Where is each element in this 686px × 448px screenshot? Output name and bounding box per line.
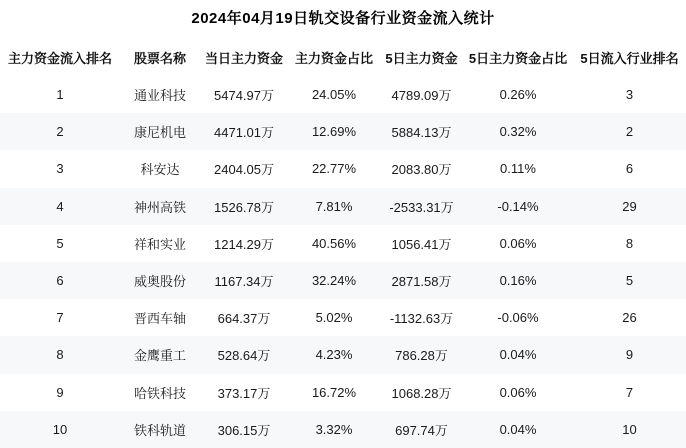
column-header-today-main-fund-cell: 当日主力资金 (200, 38, 288, 76)
five-day-main-fund-cell: 1068.28万 (380, 374, 463, 411)
stock-name-cell: 金鹰重工 (120, 336, 200, 373)
main-fund-ratio-cell: 32.24% (288, 262, 380, 299)
page-title: 2024年04月19日轨交设备行业资金流入统计 (191, 10, 495, 27)
five-day-main-fund-cell: 5884.13万 (380, 113, 463, 150)
rank-cell: 6 (0, 262, 120, 299)
five-day-main-fund-cell: -1132.63万 (380, 299, 463, 336)
main-fund-ratio-cell: 22.77% (288, 150, 380, 187)
five-day-ratio-cell: 0.06% (463, 374, 573, 411)
table-row (0, 225, 686, 262)
table-row (0, 411, 686, 448)
rank-cell: 8 (0, 336, 120, 373)
today-main-fund-cell: 5474.97万 (200, 76, 288, 113)
today-main-fund-cell: 4471.01万 (200, 113, 288, 150)
main-fund-ratio-cell: 40.56% (288, 225, 380, 262)
five-day-ratio-cell: 0.32% (463, 113, 573, 150)
stock-name-cell: 科安达 (120, 150, 200, 187)
main-fund-ratio-cell: 5.02% (288, 299, 380, 336)
five-day-industry-rank-cell: 29 (573, 188, 686, 225)
five-day-industry-rank-cell: 7 (573, 374, 686, 411)
five-day-industry-rank-cell: 26 (573, 299, 686, 336)
five-day-industry-rank-cell: 9 (573, 336, 686, 373)
five-day-main-fund-cell: 2083.80万 (380, 150, 463, 187)
today-main-fund-cell: 373.17万 (200, 374, 288, 411)
five-day-industry-rank-cell: 6 (573, 150, 686, 187)
stock-name-cell: 铁科轨道 (120, 411, 200, 448)
table-row (0, 188, 686, 225)
table-row (0, 299, 686, 336)
main-fund-ratio-cell: 24.05% (288, 76, 380, 113)
rank-cell: 3 (0, 150, 120, 187)
rank-cell: 9 (0, 374, 120, 411)
table-header-row (0, 38, 686, 76)
main-fund-ratio-cell: 16.72% (288, 374, 380, 411)
five-day-main-fund-cell: 786.28万 (380, 336, 463, 373)
main-fund-ratio-cell: 7.81% (288, 188, 380, 225)
today-main-fund-cell: 1214.29万 (200, 225, 288, 262)
rank-cell: 4 (0, 188, 120, 225)
table-row (0, 113, 686, 150)
five-day-ratio-cell: 0.16% (463, 262, 573, 299)
rank-cell: 2 (0, 113, 120, 150)
five-day-industry-rank-cell: 2 (573, 113, 686, 150)
rank-cell: 7 (0, 299, 120, 336)
today-main-fund-cell: 664.37万 (200, 299, 288, 336)
five-day-industry-rank-cell: 5 (573, 262, 686, 299)
today-main-fund-cell: 1526.78万 (200, 188, 288, 225)
table-body (0, 76, 686, 448)
column-header-main-fund-ratio-cell: 主力资金占比 (288, 38, 380, 76)
stock-name-cell: 哈铁科技 (120, 374, 200, 411)
five-day-ratio-cell: -0.14% (463, 188, 573, 225)
column-header-stock-name-cell: 股票名称 (120, 38, 200, 76)
five-day-main-fund-cell: 1056.41万 (380, 225, 463, 262)
five-day-ratio-cell: 0.04% (463, 411, 573, 448)
table-row (0, 76, 686, 113)
column-header-five-day-ratio-cell: 5日主力资金占比 (463, 38, 573, 76)
five-day-ratio-cell: 0.04% (463, 336, 573, 373)
table-row (0, 336, 686, 373)
rank-cell: 10 (0, 411, 120, 448)
main-fund-ratio-cell: 12.69% (288, 113, 380, 150)
stock-name-cell: 神州高铁 (120, 188, 200, 225)
table-row (0, 150, 686, 187)
rank-cell: 1 (0, 76, 120, 113)
five-day-ratio-cell: 0.26% (463, 76, 573, 113)
today-main-fund-cell: 306.15万 (200, 411, 288, 448)
fund-flow-table (0, 38, 686, 448)
five-day-main-fund-cell: 4789.09万 (380, 76, 463, 113)
stock-name-cell: 祥和实业 (120, 225, 200, 262)
five-day-industry-rank-cell: 8 (573, 225, 686, 262)
table-row (0, 374, 686, 411)
five-day-ratio-cell: 0.11% (463, 150, 573, 187)
five-day-ratio-cell: 0.06% (463, 225, 573, 262)
stock-name-cell: 威奥股份 (120, 262, 200, 299)
today-main-fund-cell: 528.64万 (200, 336, 288, 373)
five-day-main-fund-cell: -2533.31万 (380, 188, 463, 225)
table-row (0, 262, 686, 299)
main-fund-ratio-cell: 4.23% (288, 336, 380, 373)
column-header-five-day-industry-rank-cell: 5日流入行业排名 (573, 38, 686, 76)
today-main-fund-cell: 2404.05万 (200, 150, 288, 187)
stock-name-cell: 晋西车轴 (120, 299, 200, 336)
column-header-five-day-main-fund-cell: 5日主力资金 (380, 38, 463, 76)
five-day-ratio-cell: -0.06% (463, 299, 573, 336)
five-day-industry-rank-cell: 10 (573, 411, 686, 448)
rank-cell: 5 (0, 225, 120, 262)
five-day-industry-rank-cell: 3 (573, 76, 686, 113)
five-day-main-fund-cell: 2871.58万 (380, 262, 463, 299)
stock-name-cell: 康尼机电 (120, 113, 200, 150)
stock-name-cell: 通业科技 (120, 76, 200, 113)
main-fund-ratio-cell: 3.32% (288, 411, 380, 448)
five-day-main-fund-cell: 697.74万 (380, 411, 463, 448)
column-header-rank-cell: 主力资金流入排名 (0, 38, 120, 76)
today-main-fund-cell: 1167.34万 (200, 262, 288, 299)
